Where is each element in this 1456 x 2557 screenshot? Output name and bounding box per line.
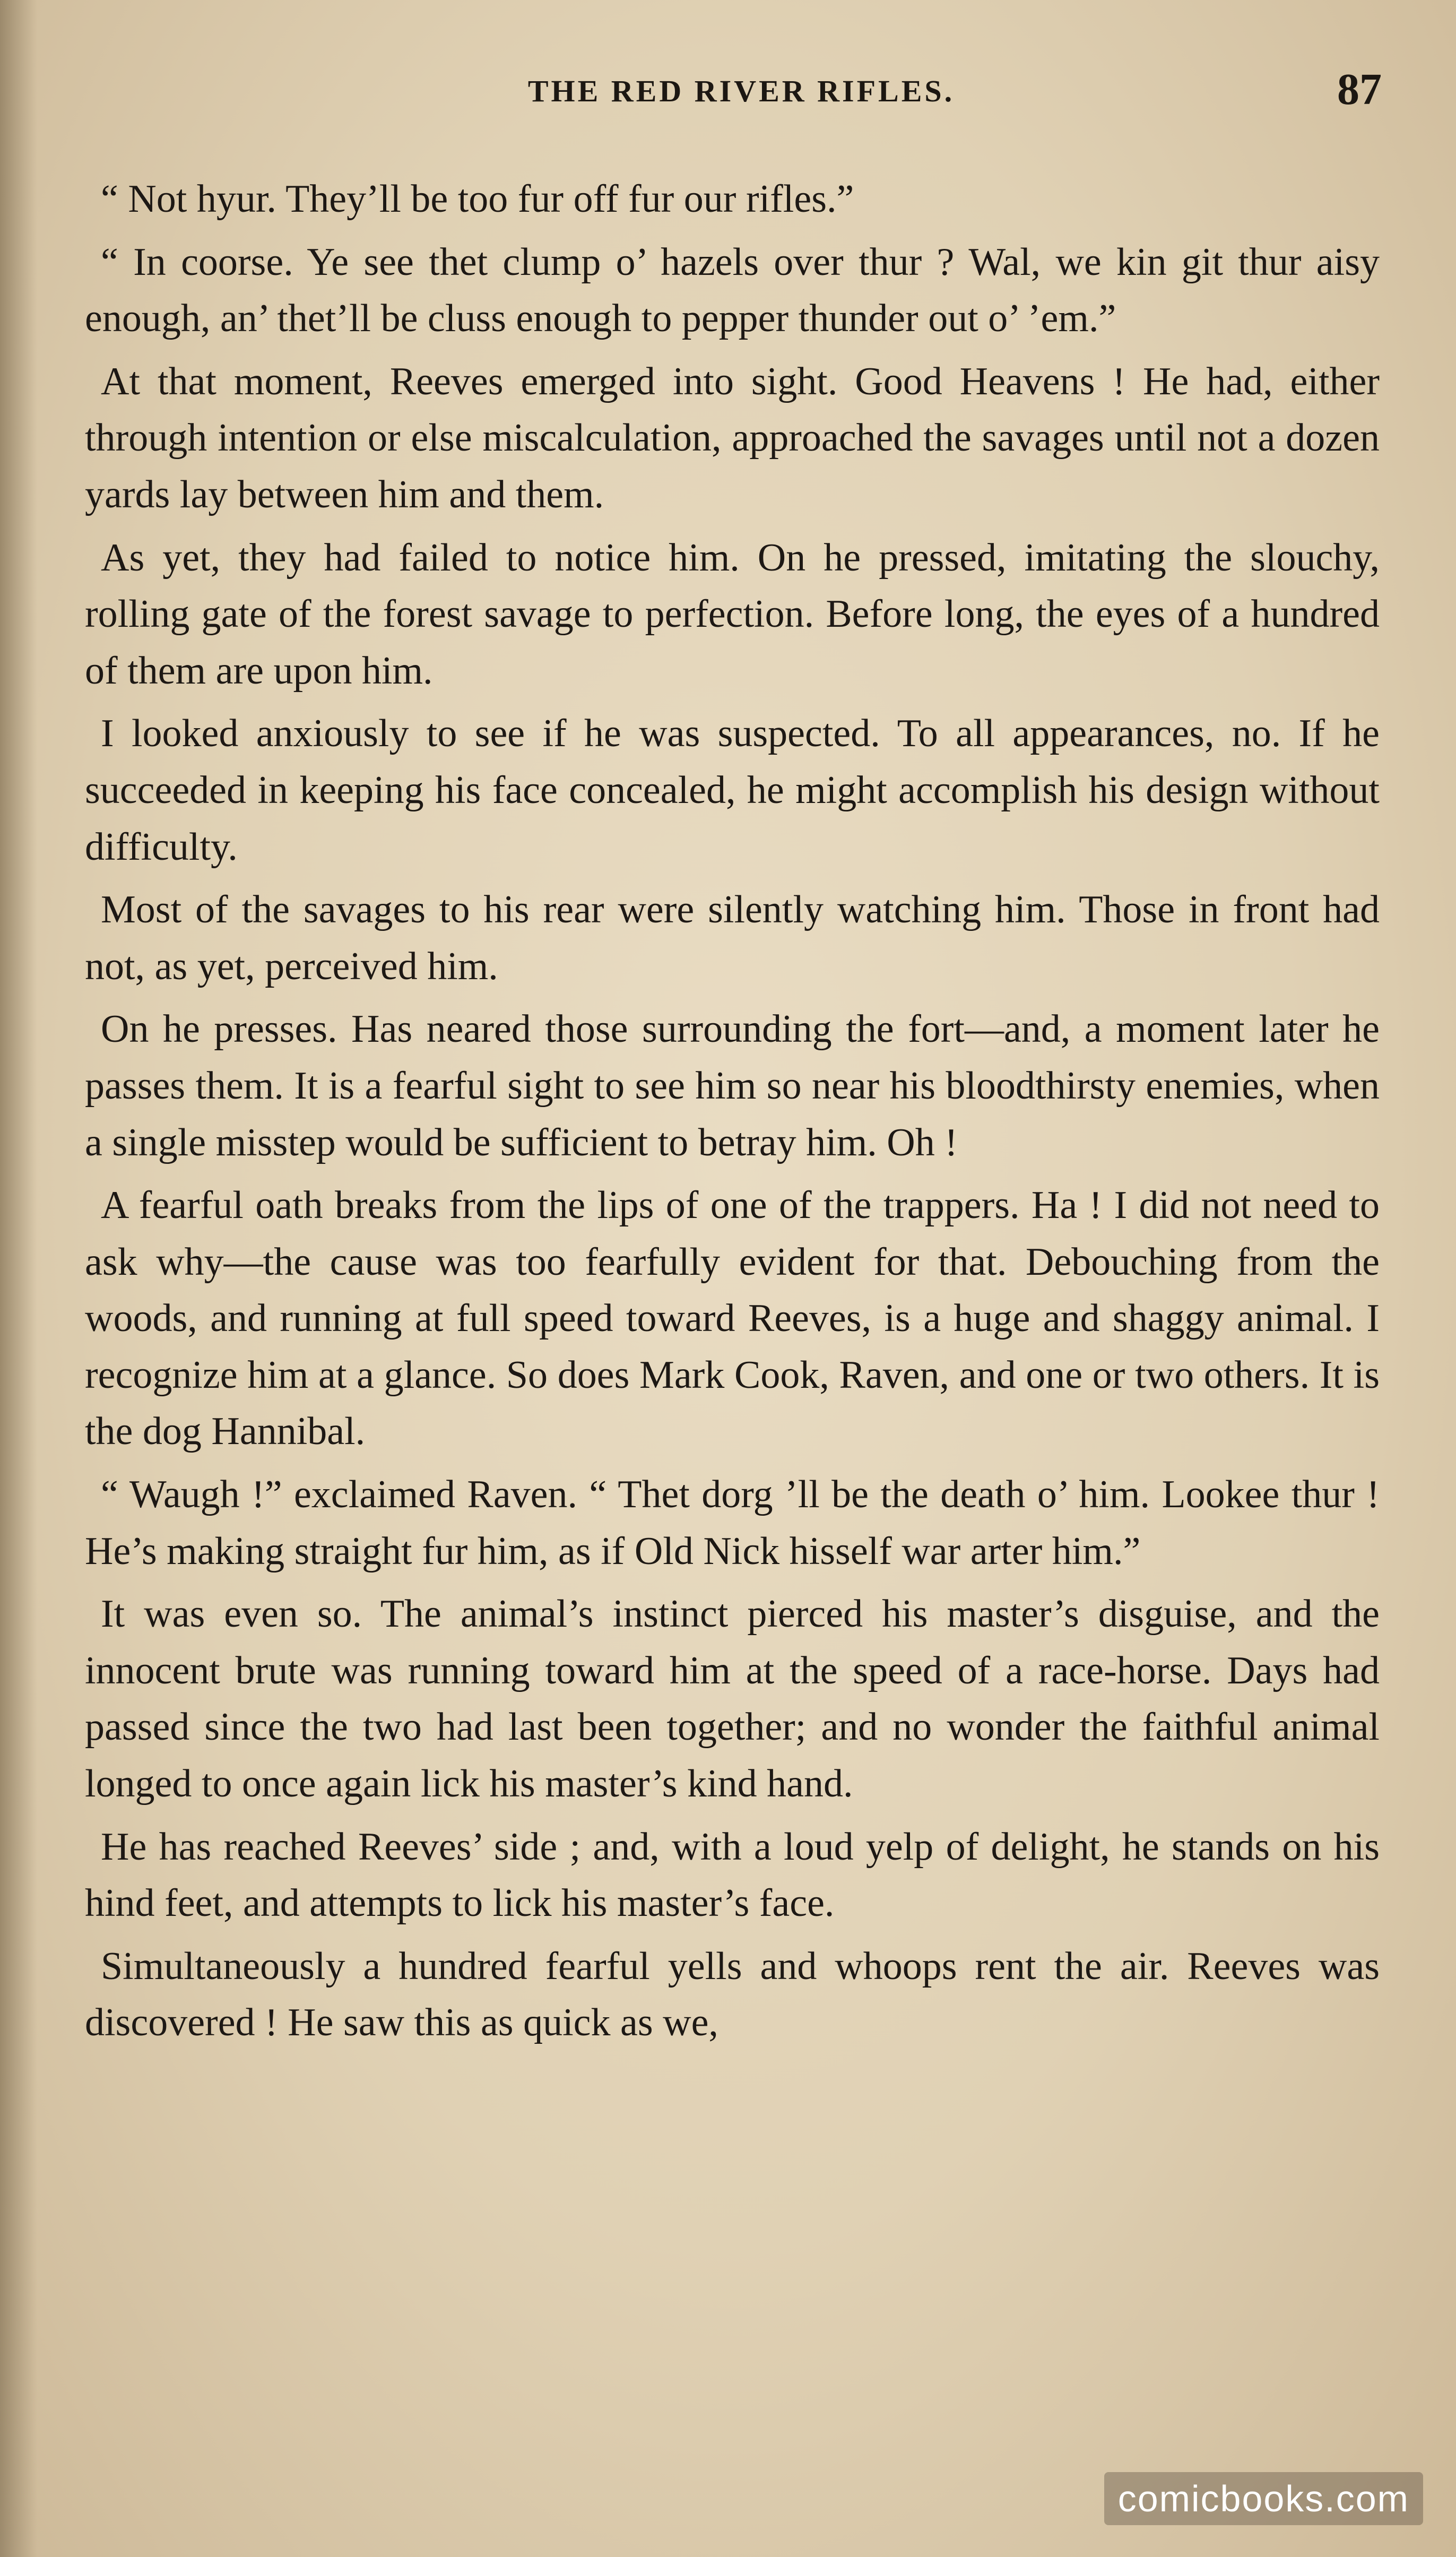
paragraph-11: He has reached Reeves’ side ; and, with a loud yelp of delight, he stands on his hind feet, and attempts to lick his master’s face. bbox=[85, 1825, 1380, 1925]
paragraph-9: “ Waugh !” exclaimed Raven. “ Thet dorg ’ll be the death o’ him. Lookee thur ! He’s making straight fur him, as if Old Nick hisself war arter him.” bbox=[85, 1473, 1380, 1573]
running-title: THE RED RIVER RIFLES. bbox=[527, 74, 955, 108]
paragraph-10: It was even so. The animal’s instinct pierced his master’s disguise, and the innocent brute was running toward him at the speed of a race-horse. Days had passed since the two had last been together; and no wonder the faithful animal longed to once again lick his master’s kind hand. bbox=[85, 1592, 1380, 1806]
paragraph-12: Simultaneously a hundred fearful yells and whoops rent the air. Reeves was discovered ! He saw this as quick as we, bbox=[85, 1944, 1380, 2045]
paragraph-3: At that moment, Reeves emerged into sight. Good Heavens ! He had, either through intention or else miscalculation, approached the savages until not a dozen yards lay between him and them. bbox=[85, 359, 1380, 516]
running-head bbox=[101, 64, 1382, 122]
watermark: comicbooks.com bbox=[1104, 2472, 1423, 2525]
paragraph-7: On he presses. Has neared those surrounding the fort—and, a moment later he passes them. It is a fearful sight to see him so near his bloodthirsty enemies, when a single misstep would be sufficient to betray him. Oh ! bbox=[85, 1007, 1380, 1164]
paragraph-6: Most of the savages to his rear were silently watching him. Those in front had not, as yet, perceived him. bbox=[85, 888, 1380, 988]
paragraph-5: I looked anxiously to see if he was suspected. To all appearances, no. If he succeeded in keeping his face concealed, he might accomplish his design without difficulty. bbox=[85, 712, 1380, 869]
paragraph-1: “ Not hyur. They’ll be too fur off fur our rifles.” bbox=[101, 177, 854, 221]
page-number: 87 bbox=[1337, 65, 1382, 114]
paragraph-8: A fearful oath breaks from the lips of one of the trappers. Ha ! I did not need to ask why—the cause was too fearfully evident for that. Debouching from the woods, and running at full speed toward Reeves, is a huge and shaggy animal. I recognize him at a glance. So does Mark Cook, Raven, and one or two others. It is the dog Hannibal. bbox=[85, 1184, 1380, 1454]
paragraph-4: As yet, they had failed to notice him. On he pressed, imitating the slouchy, rolling gate of the forest savage to perfection. Before long, the eyes of a hundred of them are upon him. bbox=[85, 535, 1380, 693]
text-body bbox=[85, 171, 1380, 2058]
paragraph-2: “ In coorse. Ye see thet clump o’ hazels over thur ? Wal, we kin git thur aisy enough, an’ thet’ll be cluss enough to pepper thunder out o’ ’em.” bbox=[85, 240, 1380, 341]
